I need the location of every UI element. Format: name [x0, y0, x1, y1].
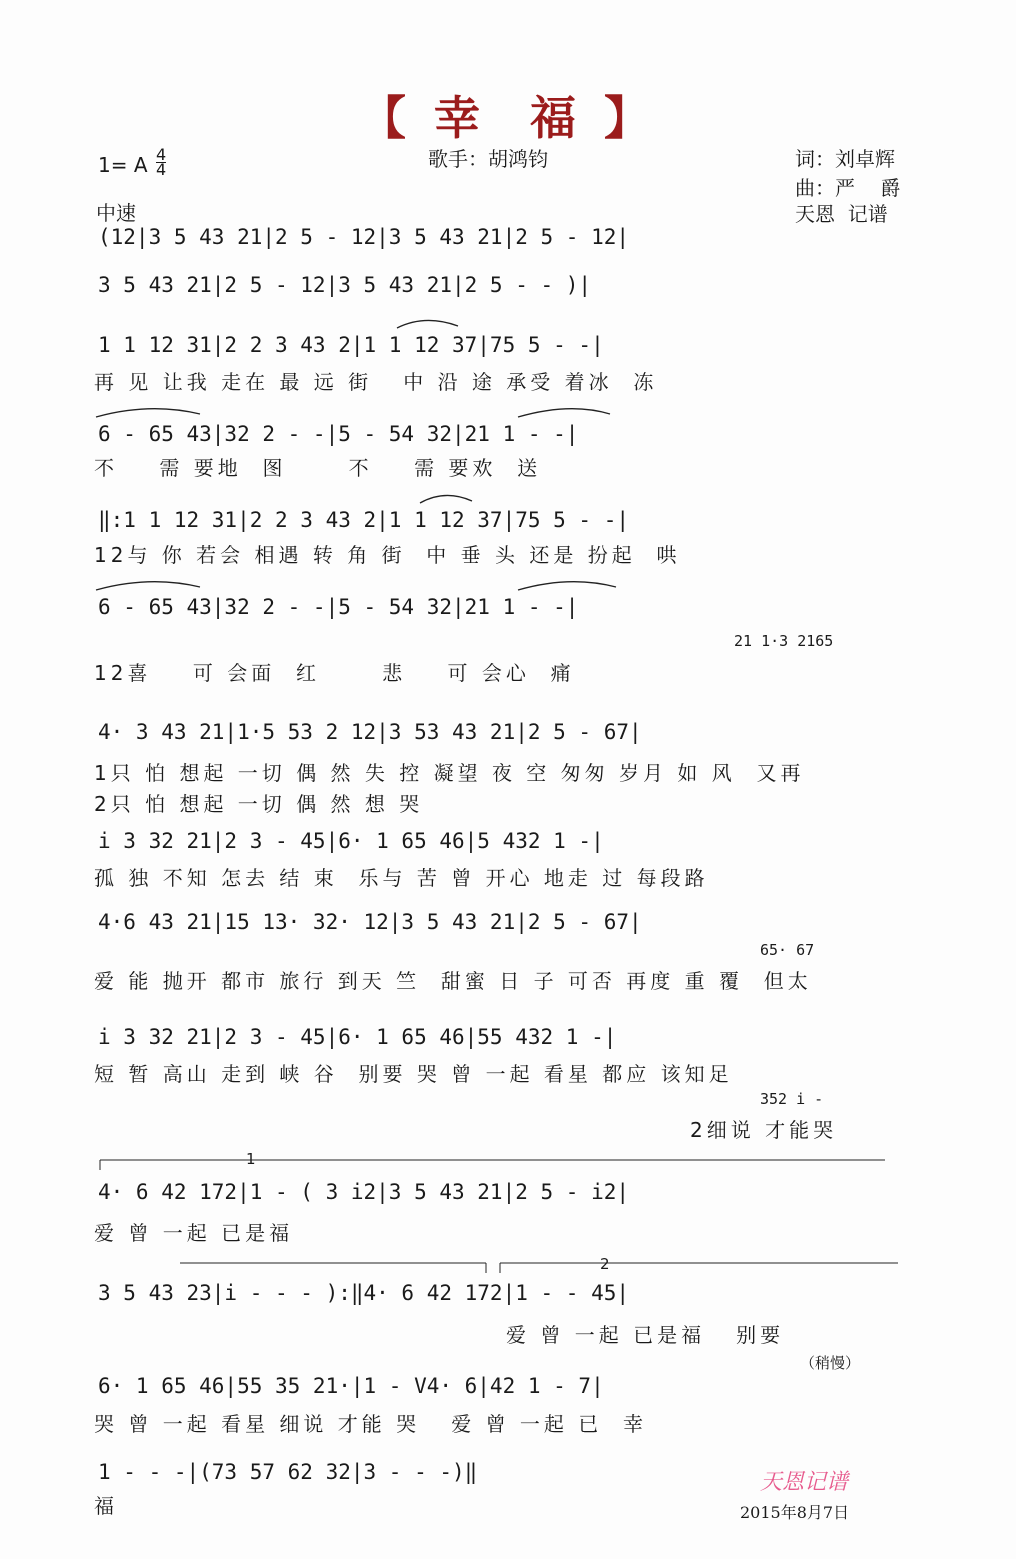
system-4-lyrics: 不 需 要地 图 不 需 要欢 送 [94, 456, 542, 480]
system-6-lyrics: 12喜 可 会面 红 悲 可 会心 痛 [94, 661, 575, 685]
slur [96, 409, 200, 417]
system-1-notes: (12|3 5 43 21|2 5 - 12|3 5 43 21|2 5 - 12| [98, 225, 630, 249]
system-14-notes: 1 - - -|(73 57 62 32|3 - - -)‖ [98, 1460, 478, 1484]
key-signature: 1= A [98, 153, 148, 177]
system-5-notes: ‖:1 1 12 31|2 2 3 43 2|1 1 12 37|75 5 - -| [98, 508, 630, 532]
system-13-notes: 6· 1 65 46|55 35 21·|1 - V4· 6|42 1 - 7| [98, 1374, 604, 1398]
system-9-notes: 4·6 43 21|15 13· 32· 12|3 5 43 21|2 5 - 67| [98, 910, 642, 934]
system-7-lyrics: 1只 怕 想起 一切 偶 然 失 控 凝望 夜 空 匆匆 岁月 如 风 又再 [94, 761, 805, 785]
date-label: 2015年8月7日 [740, 1503, 850, 1522]
slur [518, 582, 616, 590]
slur [397, 320, 458, 328]
transcriber-stamp: 天恩记谱 [760, 1470, 849, 1495]
system-6-alt-ending: 21 1·3 2165 [734, 632, 834, 650]
volta-1-label: 1 [246, 1150, 256, 1168]
slur [518, 409, 610, 417]
lyricist: 词：刘卓辉 [795, 147, 895, 171]
singer: 歌手：胡鸿钧 [428, 147, 548, 171]
system-3-notes: 1 1 12 31|2 2 3 43 2|1 1 12 37|75 5 - -| [98, 333, 604, 357]
tempo-marking: 中速 [96, 201, 136, 225]
song-title: 【 幸 福 】 [359, 91, 657, 145]
system-13-lyrics: 哭 曾 一起 看星 细说 才能 哭 爱 曾 一起 已 幸 [94, 1412, 648, 1436]
system-7-lyrics-verse2: 2只 怕 想起 一切 偶 然 想 哭 [94, 792, 424, 816]
system-10-lyrics: 短 暂 高山 走到 峡 谷 别要 哭 曾 一起 看星 都应 该知足 [94, 1062, 733, 1086]
system-12-notes: 3 5 43 23|i - - - ):‖4· 6 42 172|1 - - 45| [98, 1281, 630, 1305]
time-bottom: 4 [156, 160, 167, 179]
system-11-notes: 4· 6 42 172|1 - ( 3 i2|3 5 43 21|2 5 - i2| [98, 1180, 630, 1204]
transcriber: 天恩 记谱 [795, 202, 888, 226]
tempo-change: （稍慢） [800, 1354, 861, 1372]
composer: 曲：严 爵 [795, 176, 901, 200]
system-9-lyrics: 爱 能 抛开 都市 旅行 到天 竺 甜蜜 日 子 可否 再度 重 覆 但太 [94, 969, 812, 993]
system-7-notes: 4· 3 43 21|1·5 53 2 12|3 53 43 21|2 5 - 67| [98, 720, 642, 744]
system-2-notes: 3 5 43 21|2 5 - 12|3 5 43 21|2 5 - - )| [98, 273, 592, 297]
time-top: 4 [156, 145, 167, 164]
system-10-lyrics-verse2: 2细说 才能哭 [690, 1118, 838, 1142]
system-3-lyrics: 再 见 让我 走在 最 远 街 中 沿 途 承受 着冰 冻 [94, 370, 658, 394]
system-11-lyrics: 爱 曾 一起 已是福 [94, 1221, 294, 1245]
system-4-notes: 6 - 65 43|32 2 - -|5 - 54 32|21 1 - -| [98, 422, 579, 446]
system-10-alt-ending: 352 i - [760, 1090, 824, 1108]
system-12-lyrics: 爱 曾 一起 已是福 别要 [506, 1323, 785, 1347]
slur [420, 495, 472, 503]
slur [96, 582, 200, 590]
system-8-notes: i 3 32 21|2 3 - 45|6· 1 65 46|5 432 1 -| [98, 829, 604, 853]
system-9-alt-ending: 65· 67 [760, 941, 815, 959]
system-5-lyrics: 12与 你 若会 相遇 转 角 街 中 垂 头 还是 扮起 哄 [94, 543, 681, 567]
system-6-notes: 6 - 65 43|32 2 - -|5 - 54 32|21 1 - -| [98, 595, 579, 619]
system-14-lyrics: 福 [94, 1494, 118, 1518]
system-8-lyrics: 孤 独 不知 怎去 结 束 乐与 苦 曾 开心 地走 过 每段路 [94, 866, 709, 890]
system-10-notes: i 3 32 21|2 3 - 45|6· 1 65 46|55 432 1 -| [98, 1025, 617, 1049]
volta-2-label: 2 [600, 1255, 610, 1273]
